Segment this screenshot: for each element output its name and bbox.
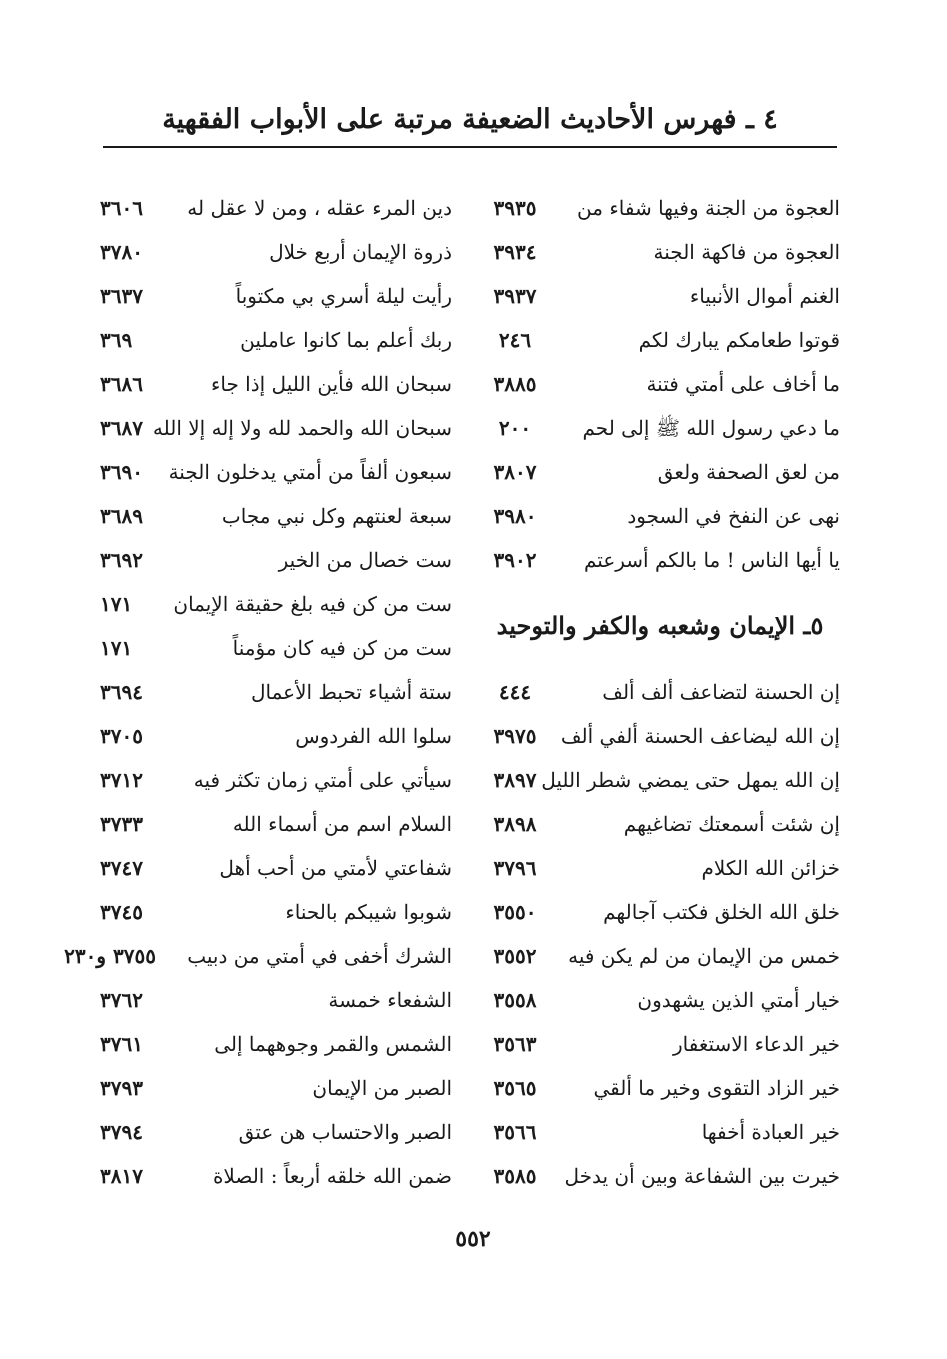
hadith-number: ٣٨٠٧ <box>493 460 537 484</box>
list-item <box>480 318 840 362</box>
hadith-number: ٣٦٩ <box>100 328 133 352</box>
hadith-number: ٣٨٩٨ <box>493 812 537 836</box>
hadith-text: الشرك أخفى في أمتي من دبيب <box>187 944 452 968</box>
list-item <box>100 406 452 450</box>
hadith-text: سبعة لعنتهم وكل نبي مجاب <box>221 504 452 528</box>
hadith-number: ٣٦٨٩ <box>100 504 143 528</box>
list-item <box>100 1066 452 1110</box>
hadith-number: ٢٠٠ <box>498 416 532 440</box>
hadith-text: العجوة من الجنة وفيها شفاء من <box>577 196 840 220</box>
hadith-number: ٣٩٣٧ <box>493 284 537 308</box>
hadith-text: إن الحسنة لتضاعف ألف ألف <box>602 680 840 704</box>
hadith-number: ٣٧٩٣ <box>100 1076 143 1100</box>
hadith-text: شوبوا شيبكم بالحناء <box>285 900 452 924</box>
list-item <box>100 978 452 1022</box>
hadith-number: ٤٤٤ <box>498 680 532 704</box>
list-item <box>100 670 452 714</box>
hadith-number: ٣٥٥٨ <box>493 988 537 1012</box>
hadith-text: السلام اسم من أسماء الله <box>232 812 452 836</box>
section-heading: ٥ـ الإيمان وشعبه والكفر والتوحيد <box>496 611 824 640</box>
hadith-text: الشفعاء خمسة <box>328 988 452 1012</box>
hadith-text: سيأتي على أمتي زمان تكثر فيه <box>193 768 452 792</box>
right-column <box>480 186 840 1206</box>
list-item <box>480 758 840 802</box>
hadith-text: خير العبادة أخفها <box>701 1120 840 1144</box>
hadith-text: خمس من الإيمان من لم يكن فيه <box>568 944 840 968</box>
list-item <box>100 450 452 494</box>
list-item <box>480 538 840 582</box>
hadith-number: ٣٩٨٠ <box>493 504 537 528</box>
hadith-number: ٣٧٥٥ و٢٣٠ <box>64 944 156 968</box>
hadith-number: ٣٧٩٦ <box>493 856 537 880</box>
hadith-text: الصبر والاحتساب هن عتق <box>238 1120 452 1144</box>
list-item <box>480 1066 840 1110</box>
hadith-number: ٣٧٣٣ <box>100 812 143 836</box>
hadith-text: ستة أشياء تحبط الأعمال <box>250 680 452 704</box>
list-item <box>100 582 452 626</box>
hadith-text: خيار أمتي الذين يشهدون <box>637 988 840 1012</box>
hadith-number: ٣٧٤٥ <box>100 900 143 924</box>
list-item <box>100 538 452 582</box>
list-item <box>100 758 452 802</box>
list-item <box>480 846 840 890</box>
hadith-number: ٣٦٨٦ <box>100 372 143 396</box>
hadith-text: ست من كن فيه بلغ حقيقة الإيمان <box>173 592 452 616</box>
list-item <box>100 186 452 230</box>
hadith-text: ست من كن فيه كان مؤمناً <box>232 636 452 660</box>
hadith-number: ٣٥٦٣ <box>493 1032 537 1056</box>
hadith-text: خيرت بين الشفاعة وبين أن يدخل <box>564 1164 840 1188</box>
hadith-text: الشمس والقمر وجوههما إلى <box>214 1032 452 1056</box>
hadith-number: ٣٧١٢ <box>100 768 143 792</box>
list-item <box>480 714 840 758</box>
hadith-text: دين المرء عقله ، ومن لا عقل له <box>187 196 452 220</box>
list-item <box>480 890 840 934</box>
list-item <box>480 1110 840 1154</box>
hadith-number: ٣٦٨٧ <box>100 416 143 440</box>
hadith-text: خزائن الله الكلام <box>701 856 840 880</box>
hadith-text: سلوا الله الفردوس <box>295 724 452 748</box>
hadith-number: ١٧١ <box>100 636 133 660</box>
list-item <box>100 494 452 538</box>
hadith-text: نهى عن النفخ في السجود <box>627 504 840 528</box>
hadith-number: ٣٧٩٤ <box>100 1120 143 1144</box>
list-item <box>100 890 452 934</box>
list-item <box>480 230 840 274</box>
hadith-number: ٣٥٥٢ <box>493 944 537 968</box>
hadith-number: ٣٧٨٠ <box>100 240 143 264</box>
list-item <box>100 1022 452 1066</box>
hadith-text: ما أخاف على أمتي فتنة <box>646 372 840 396</box>
list-item <box>100 274 452 318</box>
hadith-text: إن الله ليضاعف الحسنة ألفي ألف <box>560 724 840 748</box>
hadith-text: الصبر من الإيمان <box>312 1076 452 1100</box>
list-item <box>100 1154 452 1198</box>
hadith-number: ٣٥٦٦ <box>493 1120 537 1144</box>
hadith-number: ٣٧٠٥ <box>100 724 143 748</box>
hadith-text: رأيت ليلة أسري بي مكتوباً <box>235 284 452 308</box>
hadith-number: ٣٧٦٢ <box>100 988 143 1012</box>
hadith-number: ٣٨٨٥ <box>493 372 537 396</box>
list-item <box>480 1154 840 1198</box>
hadith-number: ٢٤٦ <box>498 328 532 352</box>
hadith-number: ٣٩٧٥ <box>493 724 537 748</box>
hadith-text: يا أيها الناس ! ما بالكم أسرعتم <box>583 548 840 572</box>
list-item <box>480 274 840 318</box>
hadith-text: ضمن الله خلقه أربعاً : الصلاة <box>212 1164 452 1188</box>
hadith-text: ما دعي رسول الله ﷺ إلى لحم <box>582 416 840 440</box>
list-item <box>100 846 452 890</box>
hadith-text: من لعق الصحفة ولعق <box>657 460 840 484</box>
list-item <box>480 1022 840 1066</box>
hadith-number: ٣٦٠٦ <box>100 196 143 220</box>
hadith-number: ٣٥٨٥ <box>493 1164 537 1188</box>
list-item <box>100 362 452 406</box>
hadith-text: خير الزاد التقوى وخير ما ألقي <box>593 1076 840 1100</box>
hadith-number: ٣٦٣٧ <box>100 284 143 308</box>
hadith-number: ٣٦٩٢ <box>100 548 143 572</box>
page-number: ٥٥٢ <box>455 1226 491 1252</box>
hadith-text: إن شئت أسمعتك تضاغيهم <box>623 812 840 836</box>
list-item <box>100 1110 452 1154</box>
list-item <box>480 670 840 714</box>
list-item <box>100 802 452 846</box>
list-item <box>480 978 840 1022</box>
list-item <box>480 934 840 978</box>
hadith-number: ٣٩٠٢ <box>493 548 537 572</box>
hadith-text: العجوة من فاكهة الجنة <box>653 240 840 264</box>
header-rule <box>103 146 837 148</box>
list-item <box>480 450 840 494</box>
hadith-text: سبحان الله والحمد لله ولا إله إلا الله <box>152 416 452 440</box>
page-header: ٤ ـ فهرس الأحاديث الضعيفة مرتبة على الأبواب الفقهية <box>162 104 778 135</box>
hadith-text: الغنم أموال الأنبياء <box>689 284 840 308</box>
hadith-number: ٣٥٥٠ <box>493 900 537 924</box>
list-item <box>100 626 452 670</box>
hadith-number: ٣٨٩٧ <box>493 768 537 792</box>
hadith-number: ١٧١ <box>100 592 133 616</box>
hadith-text: خير الدعاء الاستغفار <box>672 1032 840 1056</box>
hadith-text: قوتوا طعامكم يبارك لكم <box>638 328 840 352</box>
hadith-number: ٣٧٤٧ <box>100 856 143 880</box>
left-column <box>64 186 452 1206</box>
list-item <box>100 318 452 362</box>
hadith-number: ٣٩٣٥ <box>493 196 537 220</box>
list-item <box>480 186 840 230</box>
list-item <box>480 406 840 450</box>
hadith-number: ٣٥٦٥ <box>493 1076 537 1100</box>
hadith-text: شفاعتي لأمتي من أحب أهل <box>219 856 452 880</box>
hadith-text: سبحان الله فأين الليل إذا جاء <box>210 372 452 396</box>
hadith-text: ذروة الإيمان أربع خلال <box>269 240 452 264</box>
hadith-text: سبعون ألفاً من أمتي يدخلون الجنة <box>168 460 452 484</box>
hadith-text: خلق الله الخلق فكتب آجالهم <box>603 900 840 924</box>
list-item <box>480 362 840 406</box>
hadith-number: ٣٦٩٠ <box>100 460 143 484</box>
list-item <box>100 230 452 274</box>
list-item <box>100 714 452 758</box>
hadith-text: ست خصال من الخير <box>278 548 452 572</box>
hadith-number: ٣٦٩٤ <box>100 680 143 704</box>
hadith-text: ربك أعلم بما كانوا عاملين <box>240 328 452 352</box>
list-item <box>480 802 840 846</box>
hadith-text: إن الله يمهل حتى يمضي شطر الليل <box>541 768 840 792</box>
hadith-number: ٣٨١٧ <box>100 1164 143 1188</box>
hadith-number: ٣٧٦١ <box>100 1032 143 1056</box>
list-item <box>480 494 840 538</box>
hadith-number: ٣٩٣٤ <box>493 240 537 264</box>
list-item <box>64 934 452 978</box>
